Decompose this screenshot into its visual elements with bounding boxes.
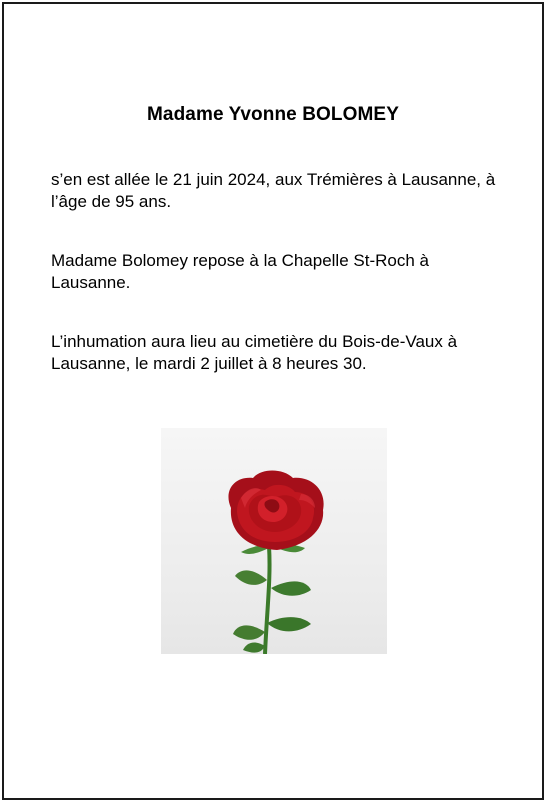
rose-illustration xyxy=(161,428,387,654)
leaf-bottom xyxy=(243,643,265,653)
burial-details-text: L’inhumation aura lieu au cimetière du Bois-de-Vaux à Lausanne, le mardi 2 juillet à 8 heures 30. xyxy=(51,332,458,373)
deceased-name-title: Madame Yvonne BOLOMEY xyxy=(147,104,399,125)
leaf-left-lower xyxy=(233,625,265,639)
death-announcement-text: s’en est allée le 21 juin 2024, aux Trémières à Lausanne, à l’âge de 95 ans. xyxy=(51,170,496,211)
obituary-page xyxy=(2,2,544,800)
red-rose-image xyxy=(161,428,387,654)
resting-place-text: Madame Bolomey repose à la Chapelle St-Roch à Lausanne. xyxy=(51,251,429,292)
rose-bloom xyxy=(228,471,323,551)
leaf-right-lower xyxy=(267,617,311,631)
leaf-right-upper xyxy=(271,581,311,595)
leaf-left-upper xyxy=(235,570,267,585)
rose-stem xyxy=(265,546,270,654)
